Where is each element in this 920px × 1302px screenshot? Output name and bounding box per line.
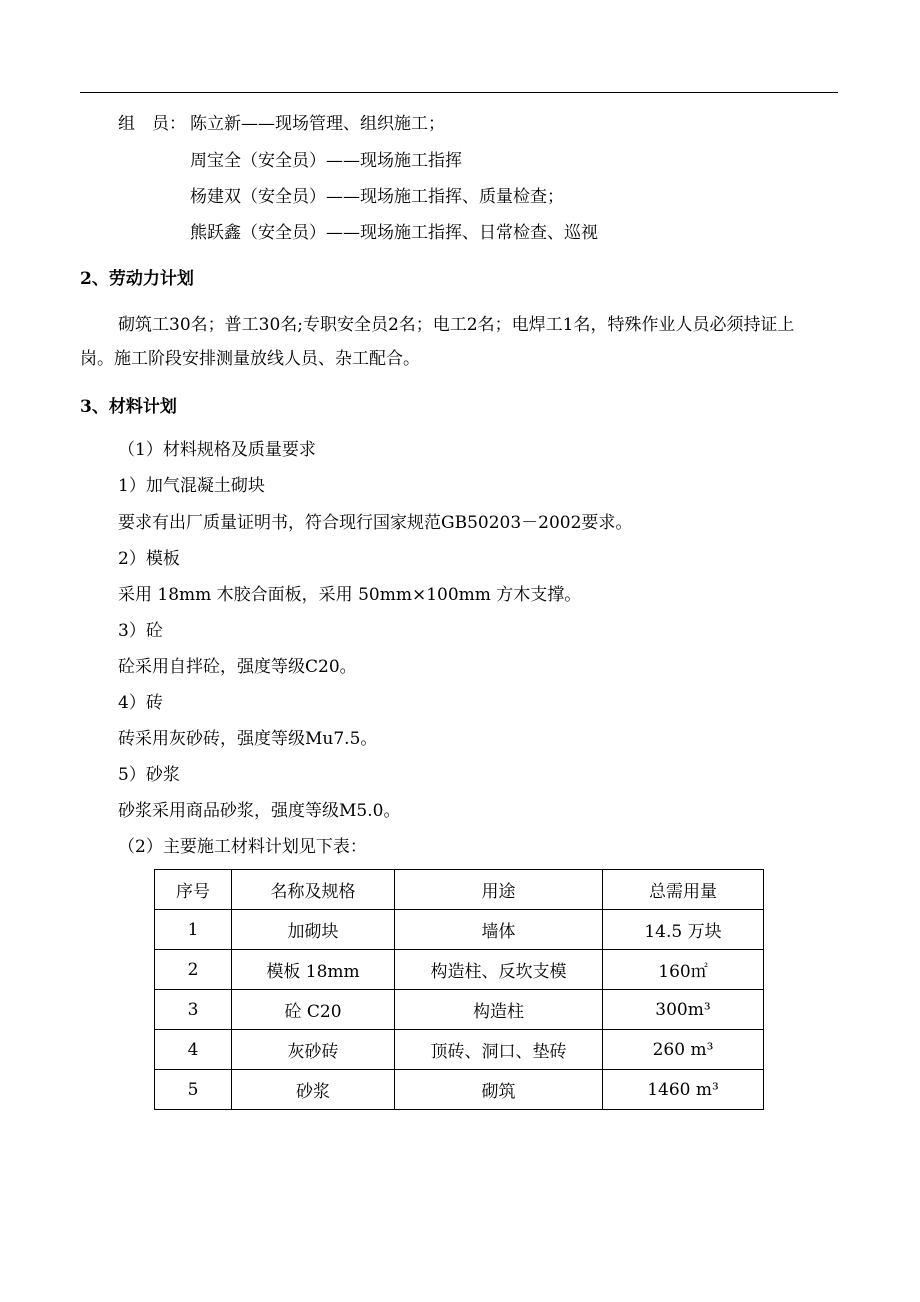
material-item-desc: 砖采用灰砂砖，强度等级Mu7.5。 (118, 729, 378, 749)
material-item-desc: 砂浆采用商品砂浆，强度等级M5.0。 (118, 801, 401, 821)
labor-text-line1: 砌筑工30名；普工30名;专职安全员2名；电工2名；电焊工1名，特殊作业人员必须持证上 (118, 315, 795, 335)
material-item-title: 3）砼 (118, 621, 163, 641)
cell-quantity: 300m³ (603, 990, 764, 1030)
material-item-desc: 砼采用自拌砼，强度等级C20。 (118, 657, 357, 677)
team-label: 组 员： (118, 114, 186, 134)
cell-usage: 构造柱 (395, 990, 603, 1030)
labor-heading: 2、劳动力计划 (80, 269, 194, 289)
cell-name: 模板 18mm (232, 950, 395, 990)
cell-no: 3 (155, 990, 232, 1030)
cell-quantity: 1460 m³ (603, 1070, 764, 1110)
header-cell-no: 序号 (155, 870, 232, 910)
cell-name: 砼 C20 (232, 990, 395, 1030)
cell-quantity: 160㎡ (603, 950, 764, 990)
material-item-title: 4）砖 (118, 693, 163, 713)
material-item-desc: 采用 18mm 木胶合面板，采用 50mm×100mm 方木支撑。 (118, 585, 582, 605)
cell-name: 加砌块 (232, 910, 395, 950)
team-member-3: 杨建双（安全员）——现场施工指挥、质量检查； (190, 187, 564, 207)
header-rule (80, 92, 838, 93)
material-item-title: 1）加气混凝土砌块 (118, 476, 265, 496)
material-item-title: 2）模板 (118, 549, 180, 569)
table-row (155, 910, 764, 950)
table-row (155, 1070, 764, 1110)
materials-subheading-1: （1）材料规格及质量要求 (118, 440, 316, 460)
cell-quantity: 260 m³ (603, 1030, 764, 1070)
material-item-desc: 要求有出厂质量证明书，符合现行国家规范GB50203－2002要求。 (118, 513, 633, 533)
team-member-4: 熊跃鑫（安全员）——现场施工指挥、日常检查、巡视 (190, 223, 598, 243)
cell-usage: 砌筑 (395, 1070, 603, 1110)
cell-no: 5 (155, 1070, 232, 1110)
cell-name: 砂浆 (232, 1070, 395, 1110)
table-row (155, 1030, 764, 1070)
cell-no: 1 (155, 910, 232, 950)
header-cell-name: 名称及规格 (232, 870, 395, 910)
cell-no: 2 (155, 950, 232, 990)
materials-heading: 3、材料计划 (80, 397, 177, 417)
table-header-row (155, 870, 764, 910)
table-row (155, 950, 764, 990)
table-row (155, 990, 764, 1030)
cell-name: 灰砂砖 (232, 1030, 395, 1070)
cell-usage: 顶砖、洞口、垫砖 (395, 1030, 603, 1070)
team-member-2: 周宝全（安全员）——现场施工指挥 (190, 151, 462, 171)
labor-text-line2: 岗。施工阶段安排测量放线人员、杂工配合。 (80, 349, 420, 369)
material-item-title: 5）砂浆 (118, 765, 180, 785)
cell-no: 4 (155, 1030, 232, 1070)
materials-plan-table (154, 869, 764, 1110)
header-cell-usage: 用途 (395, 870, 603, 910)
team-member-1: 陈立新——现场管理、组织施工； (190, 114, 445, 134)
cell-usage: 构造柱、反坎支模 (395, 950, 603, 990)
header-cell-quantity: 总需用量 (603, 870, 764, 910)
cell-usage: 墙体 (395, 910, 603, 950)
materials-subheading-2: （2）主要施工材料计划见下表： (118, 837, 367, 857)
cell-quantity: 14.5 万块 (603, 910, 764, 950)
